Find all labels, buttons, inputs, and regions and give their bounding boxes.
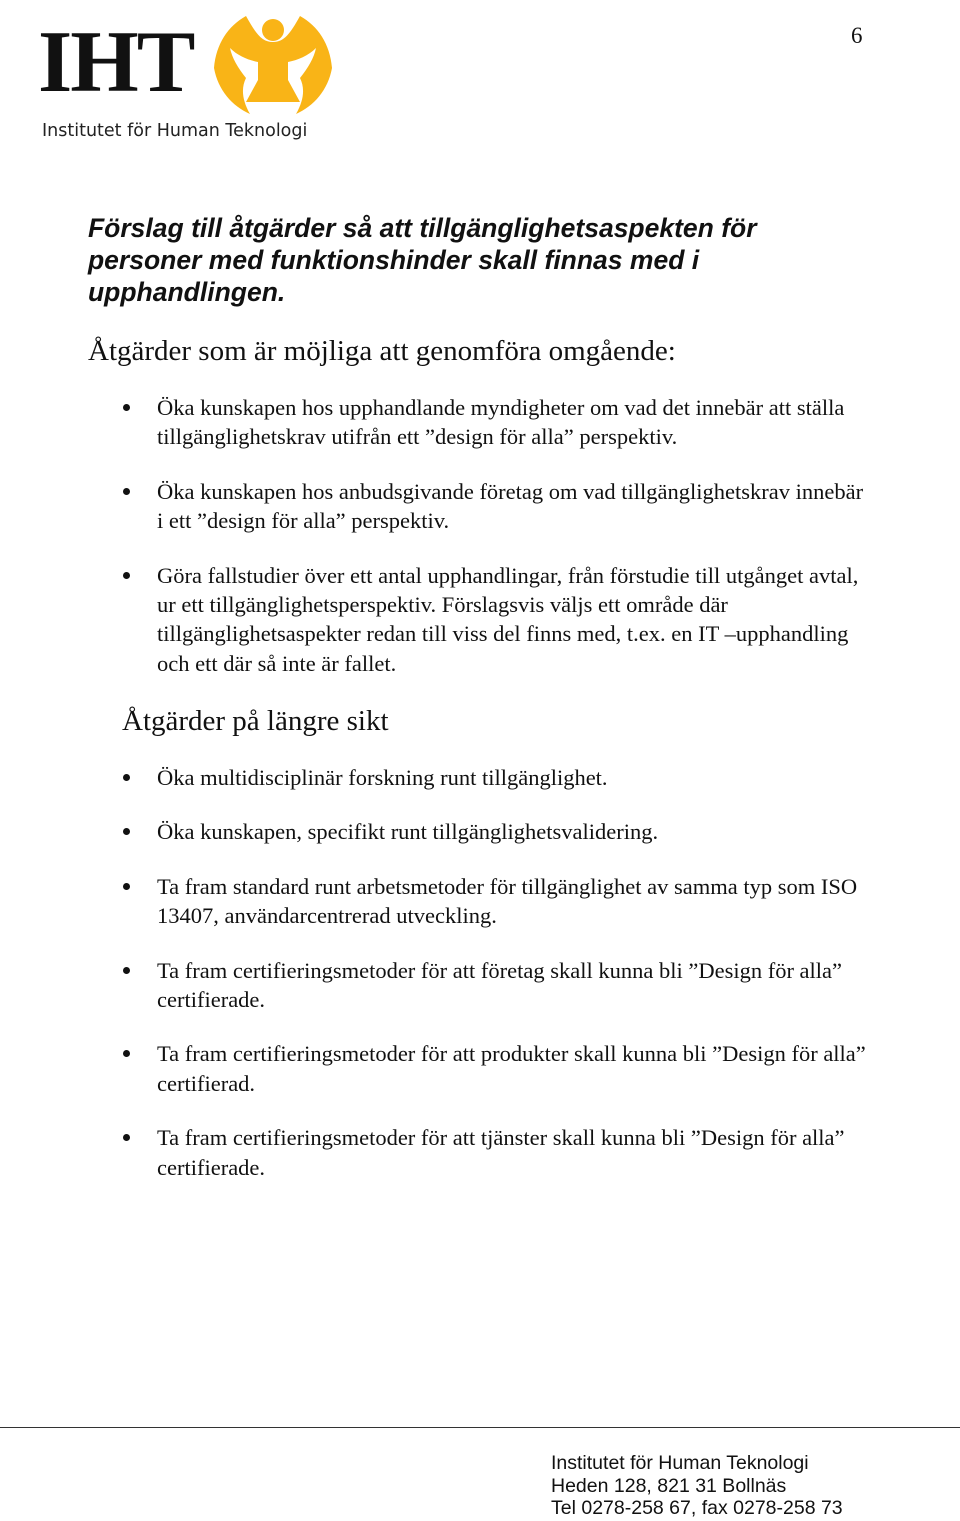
list-item: Ta fram certifieringsmetoder för att företag skall kunna bli ”Design för alla” certifierade.	[0, 956, 960, 1015]
footer-organization: Institutet för Human Teknologi	[551, 1452, 809, 1474]
list-item: Öka kunskapen hos anbudsgivande företag om vad tillgänglighetskrav innebär i ett ”design för alla” perspektiv.	[0, 477, 960, 536]
list-item: Göra fallstudier över ett antal upphandlingar, från förstudie till utgånget avtal, ur ett tillgänglighetsperspektiv. Förslagsvis väljs ett område där tillgänglighetsaspekter redan till viss del finns med, t.ex. en IT –upphandling och ett där så inte är fallet.	[0, 561, 960, 679]
logo-letters: IHT	[38, 14, 194, 111]
footer-street-address: Heden 128, 821 31 Bollnäs	[551, 1474, 787, 1497]
document-heading: Förslag till åtgärder så att tillgänglighetsaspekten för personer med funktionshinder skall finnas med i upphandlingen.	[88, 213, 757, 307]
section-heading-long-term: Åtgärder på längre sikt	[122, 705, 389, 737]
page-number: 6	[851, 23, 863, 48]
list-item: Öka multidisciplinär forskning runt tillgänglighet.	[0, 763, 960, 792]
iht-logo	[36, 4, 336, 150]
footer-divider	[0, 1427, 960, 1428]
footer-address	[551, 1452, 843, 1520]
list-item: Öka kunskapen, specifikt runt tillgänglighetsvalidering.	[0, 817, 960, 846]
list-item: Öka kunskapen hos upphandlande myndigheter om vad det innebär att ställa tillgänglighetskrav utifrån ett ”design för alla” perspektiv.	[0, 393, 960, 452]
immediate-actions-list	[0, 393, 960, 703]
list-item: Ta fram certifieringsmetoder för att produkter skall kunna bli ”Design för alla” certifierad.	[0, 1039, 960, 1098]
human-figure-icon	[212, 6, 334, 118]
list-item: Ta fram standard runt arbetsmetoder för tillgänglighet av samma typ som ISO 13407, användarcentrerad utveckling.	[0, 872, 960, 931]
list-item: Ta fram certifieringsmetoder för att tjänster skall kunna bli ”Design för alla” certifierade.	[0, 1123, 960, 1182]
logo-tagline: Institutet för Human Teknologi	[42, 121, 308, 141]
long-term-actions-list	[0, 763, 960, 1207]
section-heading-immediate: Åtgärder som är möjliga att genomföra omgående:	[88, 335, 676, 367]
footer-contact: Tel 0278-258 67, fax 0278-258 73	[551, 1497, 843, 1519]
